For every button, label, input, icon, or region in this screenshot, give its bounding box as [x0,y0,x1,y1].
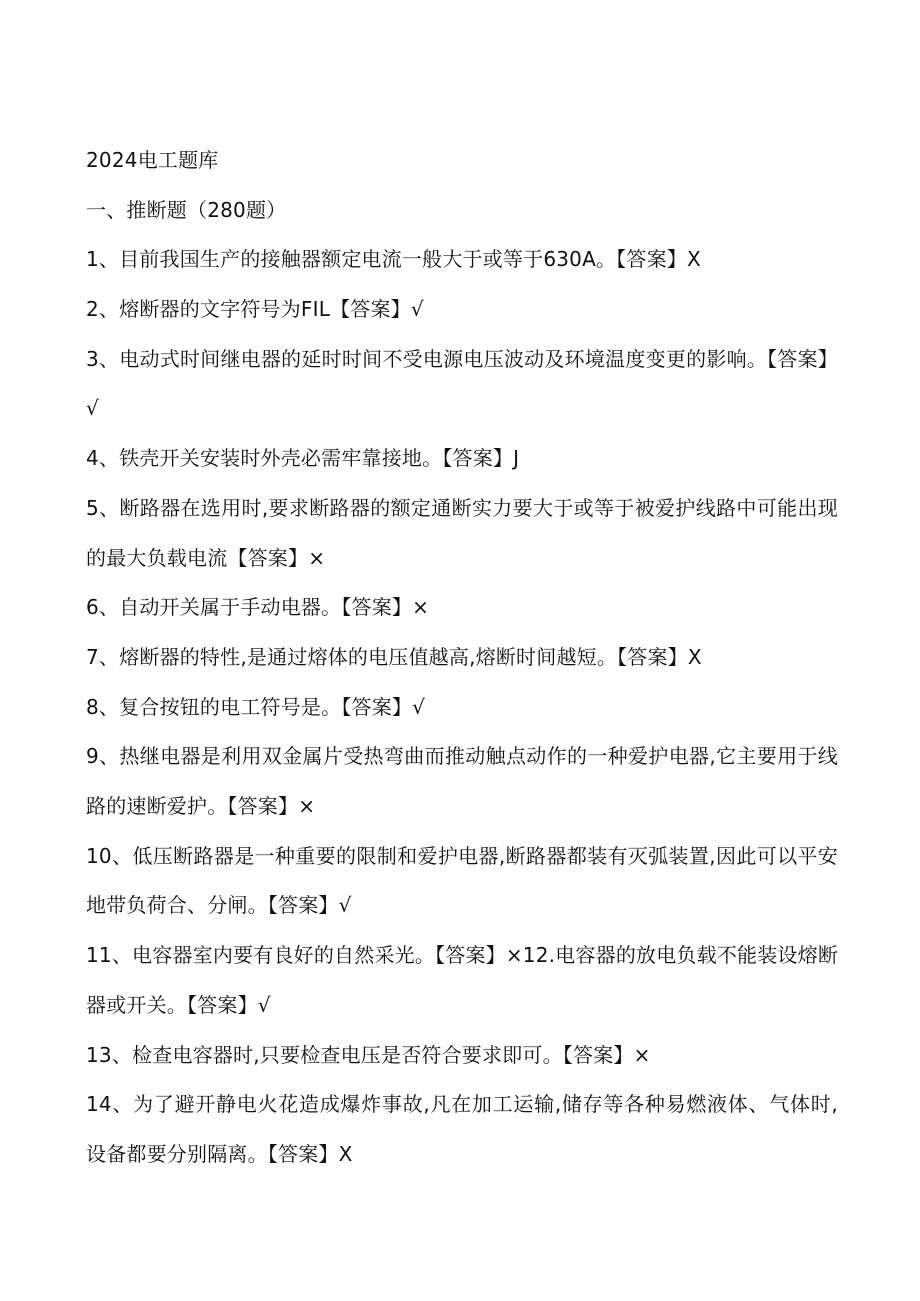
document-body [86,136,838,1180]
document-title: 2024电工题库 [86,148,219,172]
question-item: 4、铁壳开关安装时外壳必需牢靠接地。【答案】J [86,446,520,471]
question-item: 6、自动开关属于手动电器。【答案】× [86,595,430,620]
question-item: 3、电动式时间继电器的延时时间不受电源电压波动及环境温度变更的影响。【答案】√ [86,346,838,421]
question-item: 10、低压断路器是一种重要的限制和爱护电器,断路器都装有灭弧装置,因此可以平安地带负荷合、分闸。【答案】√ [86,843,838,918]
question-item: 5、断路器在选用时,要求断路器的额定通断实力要大于或等于被爱护线路中可能出现的最大负载电流【答案】× [86,495,838,570]
question-item: 14、为了避开静电火花造成爆炸事故,凡在加工运输,储存等各种易燃液体、气体时,设备都要分别隔离。【答案】X [86,1092,838,1166]
question-item: 2、熔断器的文字符号为FIL【答案】√ [86,297,424,322]
question-item: 11、电容器室内要有良好的自然采光。【答案】×12.电容器的放电负载不能装设熔断器或开关。【答案】√ [86,943,839,1017]
question-item: 9、热继电器是利用双金属片受热弯曲而推动触点动作的一种爱护电器,它主要用于线路的速断爱护。【答案】× [86,744,838,819]
section-heading: 一、推断题（280题） [86,197,287,222]
question-item: 13、检查电容器时,只要检查电压是否符合要求即可。【答案】× [86,1042,651,1067]
question-item: 1、目前我国生产的接触器额定电流一般大于或等于630A。【答案】X [86,247,701,272]
question-item: 7、熔断器的特性,是通过熔体的电压值越高,熔断时间越短。【答案】X [86,644,702,669]
question-item: 8、复合按钮的电工符号是。【答案】√ [86,694,426,719]
